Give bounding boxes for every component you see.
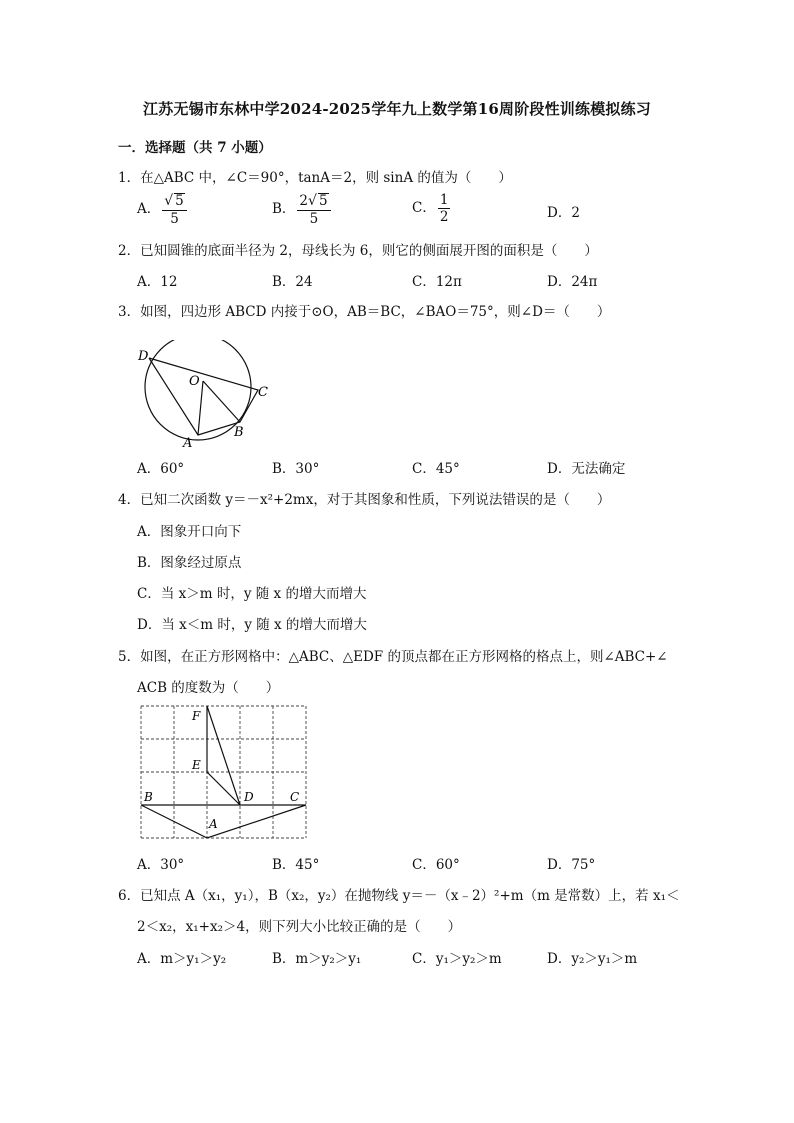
q1-option-c-fraction: $\frac{1}{2}$ [439, 192, 449, 226]
q1-option-c[interactable] [412, 193, 450, 224]
q1-option-d[interactable]: D．2 [547, 205, 580, 221]
q2-option-b[interactable]: B．24 [272, 274, 313, 290]
q3-label-o: O [189, 374, 200, 389]
q3-option-b[interactable]: B．30° [272, 461, 320, 477]
q6-option-d[interactable]: D．y₂＞y₁＞m [547, 951, 638, 967]
q3-label-b: B [234, 425, 244, 440]
q5-grid-figure [135, 700, 315, 842]
q3-option-d[interactable]: D．无法确定 [547, 461, 626, 477]
q5-triangle-edf [207, 706, 240, 805]
q5-label-a: A [209, 817, 218, 831]
q3-label-c: C [258, 385, 268, 400]
q5-label-c: C [290, 790, 300, 804]
q4-option-a[interactable]: A．图象开口向下 [137, 524, 242, 540]
q1-option-b[interactable] [272, 193, 331, 226]
page-title: 江苏无锡市东林中学2024-2025学年九上数学第16周阶段性训练模拟练习 [143, 100, 651, 118]
q3-option-c[interactable]: C．45° [412, 461, 460, 477]
q5-option-b[interactable]: B．45° [272, 857, 320, 873]
q6-option-b[interactable]: B．m＞y₂＞y₁ [272, 951, 362, 967]
section-heading: 一．选择题（共 7 小题） [118, 140, 272, 156]
question-3-stem: 3．如图，四边形 ABCD 内接于⊙O，AB＝BC，∠BAO＝75°，则∠D＝（ ） [118, 304, 611, 320]
q4-option-b[interactable]: B．图象经过原点 [137, 555, 242, 571]
q5-option-d[interactable]: D．75° [547, 857, 596, 873]
question-6-stem-line-2: 2＜x₂，x₁+x₂＞4，则下列大小比较正确的是（ ） [137, 919, 462, 935]
q3-circle-figure [130, 340, 280, 455]
q3-option-a[interactable]: A．60° [137, 461, 185, 477]
q1-option-c-label: C． [412, 200, 436, 217]
q5-label-f: F [192, 709, 201, 723]
q4-option-d[interactable]: D．当 x＜m 时，y 随 x 的增大而增大 [137, 617, 367, 633]
q5-dashed-grid [141, 706, 306, 838]
q1-option-b-label: B． [272, 200, 296, 217]
question-6-stem-line-1: 6．已知点 A（x₁，y₁），B（x₂，y₂）在抛物线 y＝－（x﹣2）²+m（m 是常数）上，若 x₁＜ [118, 888, 680, 904]
q3-label-d: D [138, 349, 149, 364]
q5-option-c[interactable]: C．60° [412, 857, 460, 873]
q2-option-a[interactable]: A．12 [137, 274, 178, 290]
question-5-stem-line-1: 5．如图，在正方形网格中：△ABC、△EDF 的顶点都在正方形网格的格点上，则∠ABC+∠ [118, 649, 668, 665]
q3-segment-ob [203, 381, 240, 422]
question-5-stem-line-2: ACB 的度数为（ ） [137, 680, 280, 696]
question-4-stem: 4．已知二次函数 y＝－x²+2mx，对于其图象和性质，下列说法错误的是（ ） [118, 492, 611, 508]
q3-quadrilateral [149, 358, 258, 435]
q1-option-b-fraction: $\frac{2√ 5}{5}$ [297, 193, 330, 226]
q3-label-a: A [183, 436, 193, 451]
question-1-stem: 1．在△ABC 中，∠C＝90°，tanA＝2，则 sinA 的值为（ ） [118, 170, 512, 186]
q5-label-e: E [192, 758, 201, 772]
q5-label-b: B [144, 790, 153, 804]
q5-label-d: D [244, 790, 254, 804]
question-2-stem: 2．已知圆锥的底面半径为 2，母线长为 6，则它的侧面展开图的面积是（ ） [118, 243, 598, 259]
q1-option-a-fraction: $\frac{√ 5}{5}$ [162, 193, 187, 226]
q5-option-a[interactable]: A．30° [137, 857, 185, 873]
q1-option-a[interactable] [137, 193, 187, 226]
q6-option-c[interactable]: C．y₁＞y₂＞m [412, 951, 502, 967]
q6-option-a[interactable]: A．m＞y₁＞y₂ [137, 951, 227, 967]
q1-option-a-label: A． [137, 200, 161, 217]
q2-option-c[interactable]: C．12π [412, 274, 462, 290]
q4-option-c[interactable]: C．当 x＞m 时，y 随 x 的增大而增大 [137, 586, 367, 602]
q5-triangle-abc [141, 805, 306, 838]
q3-segment-ao [198, 381, 203, 435]
q2-option-d[interactable]: D．24π [547, 274, 598, 290]
